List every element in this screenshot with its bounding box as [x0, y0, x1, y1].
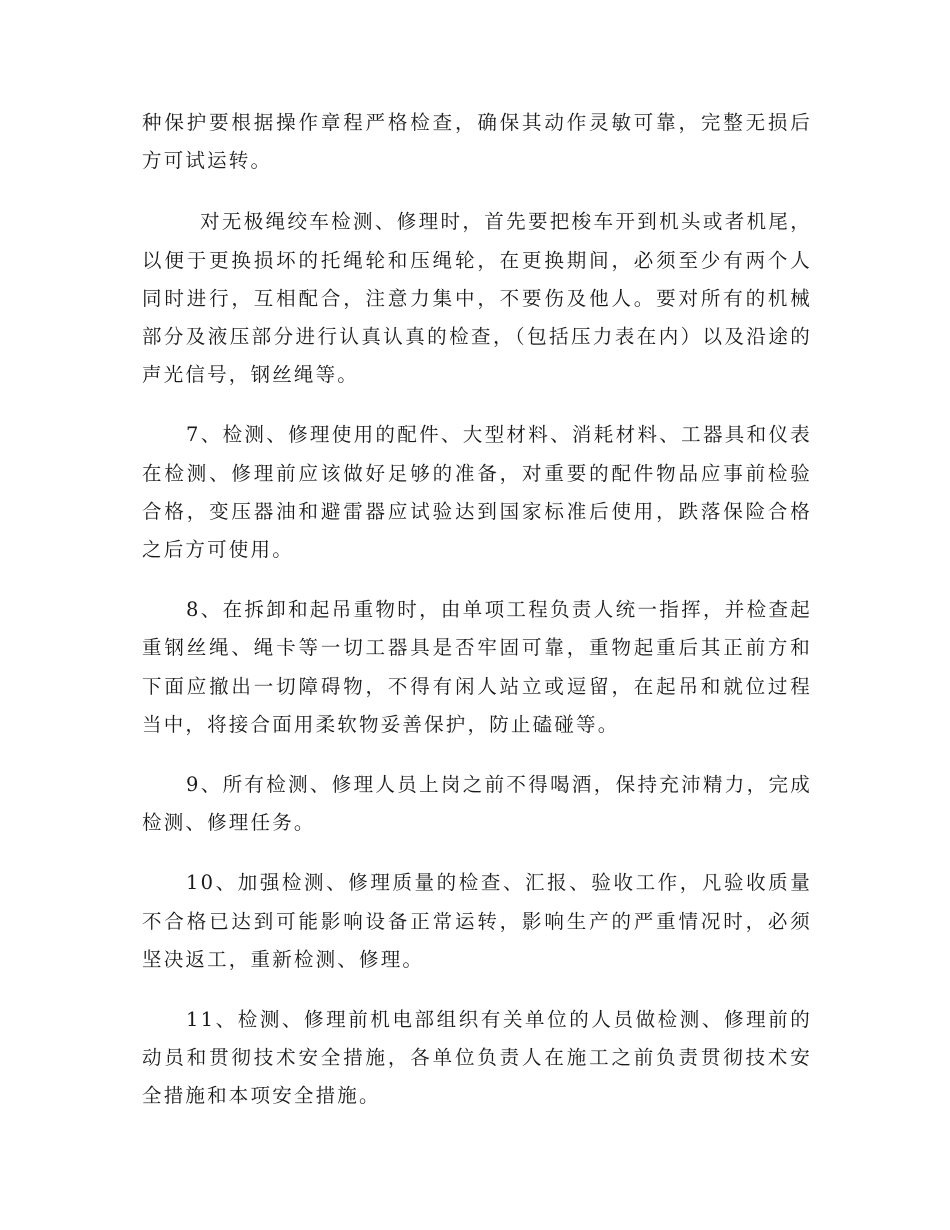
- paragraph-item-10: 10、加强检测、修理质量的检查、汇报、验收工作，凡验收质量不合格已达到可能影响设备正常运转，影响生产的严重情况时，必须坚决返工，重新检测、修理。: [142, 871, 812, 971]
- paragraph-item-9: 9、所有检测、修理人员上岗之前不得喝酒，保持充沛精力，完成检测、修理任务。: [142, 773, 812, 835]
- paragraph-continuation: 种保护要根据操作章程严格检查，确保其动作灵敏可靠，完整无损后方可试运转。: [142, 111, 812, 173]
- paragraph-item-8: 8、在拆卸和起吊重物时，由单项工程负责人统一指挥，并检查起重钢丝绳、绳卡等一切工器具是否牢固可靠，重物起重后其正前方和下面应撤出一切障碍物，不得有闲人站立或逗留，在起吊和就位过程当中，将接合面用柔软物妥善保护，防止磕碰等。: [142, 598, 812, 736]
- document-body: [142, 104, 812, 1116]
- paragraph-winch-inspection: 对无极绳绞车检测、修理时，首先要把梭车开到机头或者机尾，以便于更换损坏的托绳轮和压绳轮，在更换期间，必须至少有两个人同时进行，互相配合，注意力集中，不要伤及他人。要对所有的机械部分及液压部分进行认真认真的检查，（包括压力表在内）以及沿途的声光信号，钢丝绳等。: [142, 210, 812, 387]
- paragraph-item-11: 11、检测、修理前机电部组织有关单位的人员做检测、修理前的动员和贯彻技术安全措施，各单位负责人在施工之前负责贯彻技术安全措施和本项安全措施。: [142, 1008, 812, 1108]
- paragraph-item-7: 7、检测、修理使用的配件、大型材料、消耗材料、工器具和仪表在检测、修理前应该做好足够的准备，对重要的配件物品应事前检验合格，变压器油和避雷器应试验达到国家标准后使用，跌落保险合格之后方可使用。: [142, 423, 812, 562]
